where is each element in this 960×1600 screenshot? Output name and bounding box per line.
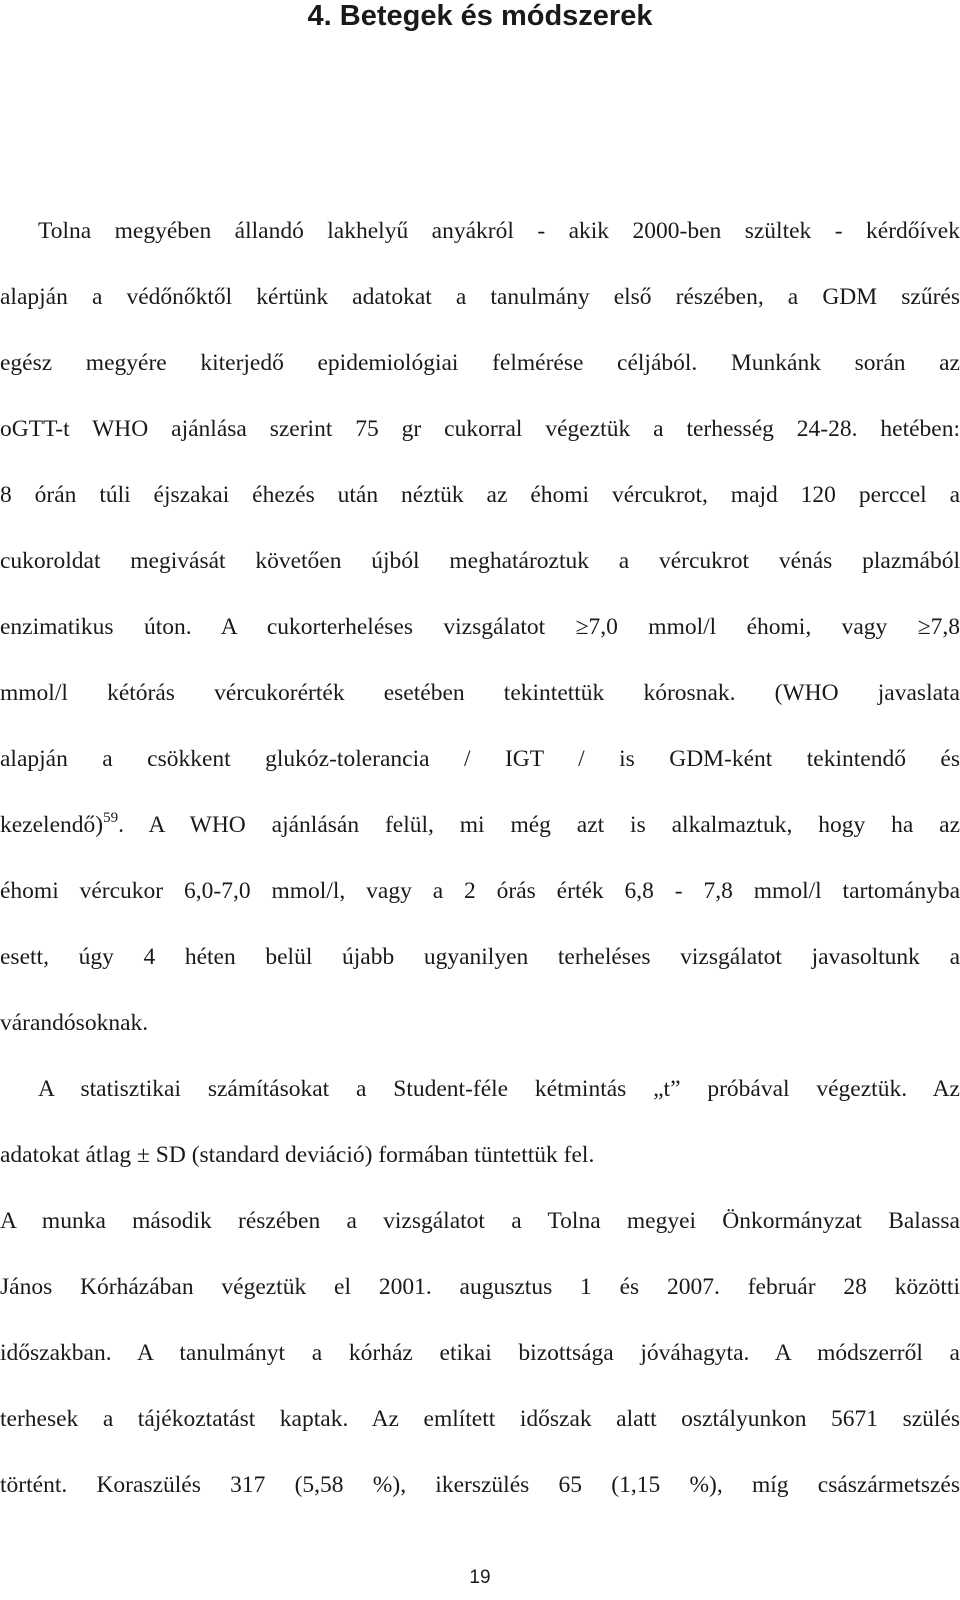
paragraph-line: cukoroldat megivását követően újból meghatároztuk a vércukrot vénás plazmából: [0, 548, 960, 574]
paragraph-line: egész megyére kiterjedő epidemiológiai felmérése céljából. Munkánk során az: [0, 350, 960, 376]
paragraph-line: János Kórházában végeztük el 2001. augusztus 1 és 2007. február 28 közötti: [0, 1274, 960, 1300]
paragraph-line: adatokat átlag ± SD (standard deviáció) formában tüntettük fel.: [0, 1142, 595, 1168]
paragraph-line: történt. Koraszülés 317 (5,58 %), ikerszülés 65 (1,15 %), míg császármetszés: [0, 1472, 960, 1498]
paragraph-line: esett, úgy 4 héten belül újabb ugyanilyen terheléses vizsgálatot javasoltunk a: [0, 944, 960, 970]
page-number: 19: [469, 1567, 491, 1588]
footnote-reference: 59: [103, 810, 119, 826]
paragraph-line-with-footnote: [0, 792, 960, 858]
paragraph-line: Tolna megyében állandó lakhelyű anyákról - akik 2000-ben szültek - kérdőívek: [38, 218, 960, 244]
paragraph-line: enzimatikus úton. A cukorterheléses vizsgálatot ≥7,0 mmol/l éhomi, vagy ≥7,8: [0, 614, 960, 640]
paragraph-line: alapján a védőnőktől kértünk adatokat a tanulmány első részében, a GDM szűrés: [0, 284, 960, 310]
paragraph-line: 8 órán túli éjszakai éhezés után néztük az éhomi vércukrot, majd 120 perccel a: [0, 482, 960, 508]
paragraph-line: várandósoknak.: [0, 1010, 149, 1036]
paragraph-line: mmol/l kétórás vércukorérték esetében tekintettük kórosnak. (WHO javaslata: [0, 680, 960, 706]
body-text: [0, 198, 960, 1518]
paragraph-line: időszakban. A tanulmányt a kórház etikai bizottsága jóváhagyta. A módszerről a: [0, 1340, 960, 1366]
paragraph-line: oGTT-t WHO ajánlása szerint 75 gr cukorral végeztük a terhesség 24-28. hetében:: [0, 416, 960, 442]
paragraph-line: terhesek a tájékoztatást kaptak. Az említett időszak alatt osztályunkon 5671 szülés: [0, 1406, 960, 1432]
paragraph-text: . A WHO ajánlásán felül, mi még azt is alkalmaztuk, hogy ha az: [118, 812, 960, 838]
paragraph-line: alapján a csökkent glukóz-tolerancia / IGT / is GDM-ként tekintendő és: [0, 746, 960, 772]
paragraph-line: éhomi vércukor 6,0-7,0 mmol/l, vagy a 2 órás érték 6,8 - 7,8 mmol/l tartományba: [0, 878, 960, 904]
paragraph-line: A munka második részében a vizsgálatot a Tolna megyei Önkormányzat Balassa: [0, 1208, 960, 1234]
paragraph-line: A statisztikai számításokat a Student-féle kétmintás „t” próbával végeztük. Az: [38, 1076, 960, 1102]
paragraph-text: kezelendő): [0, 812, 104, 838]
section-heading: 4. Betegek és módszerek: [307, 0, 653, 32]
